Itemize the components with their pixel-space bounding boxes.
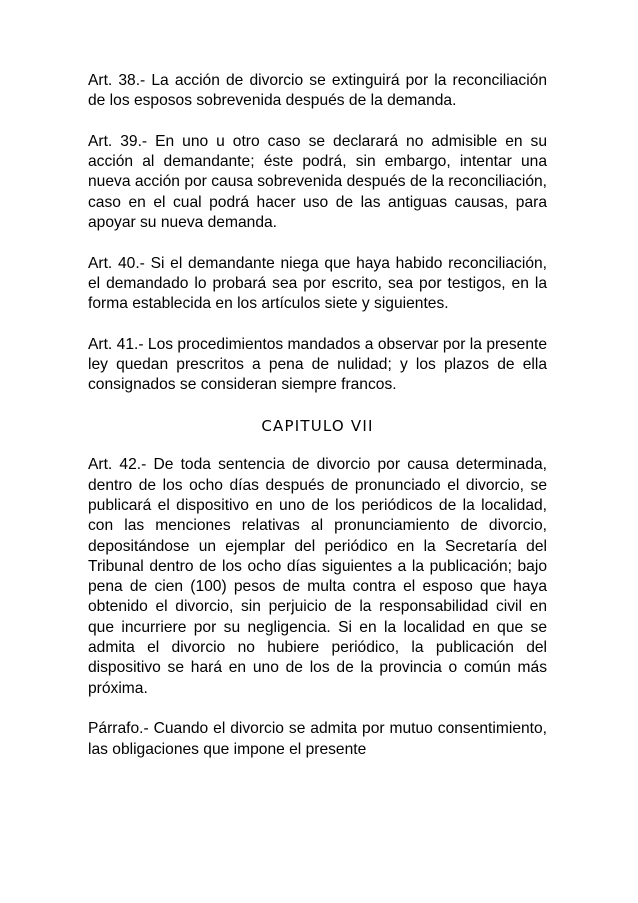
article-38-paragraph: Art. 38.- La acción de divorcio se extinguirá por la reconciliación de los esposos sobrevenida después de la demanda. (88, 72, 547, 110)
document-page (88, 71, 547, 780)
article-42-paragraph: Art. 42.- De toda sentencia de divorcio por causa determinada, dentro de los ocho días después de pronunciado el divorcio, se publicará el dispositivo en uno de los periódicos de la localidad, con las menciones relativas al pronunciamiento de divorcio, depositándose un ejemplar del periódico en la Secretaría del Tribunal dentro de los ocho días siguientes a la publicación; bajo pena de cien (100) pesos de multa contra el esposo que haya obtenido el divorcio, sin perjuicio de la responsabilidad civil en que incurriere por su negligencia. Si en la localidad en que se admita el divorcio no hubiere periódico, la publicación del dispositivo se hará en uno de los de la provincia o común más próxima. (88, 456, 547, 697)
article-41-paragraph: Art. 41.- Los procedimientos mandados a observar por la presente ley quedan prescritos a pena de nulidad; y los plazos de ella consignados se consideran siempre francos. (88, 335, 547, 394)
chapter-heading: CAPITULO VII (261, 417, 374, 436)
article-40-paragraph: Art. 40.- Si el demandante niega que haya habido reconciliación, el demandado lo probará sea por escrito, sea por testigos, en la forma establecida en los artículos siete y siguientes. (88, 254, 547, 313)
article-39-paragraph: Art. 39.- En uno u otro caso se declarará no admisible en su acción al demandante; éste podrá, sin embargo, intentar una nueva acción por causa sobrevenida después de la reconciliación, caso en el cual podrá hacer uso de las antiguas causas, para apoyar su nueva demanda. (88, 132, 547, 232)
parrafo-paragraph: Párrafo.- Cuando el divorcio se admita por mutuo consentimiento, las obligaciones que impone el presente (88, 720, 547, 758)
